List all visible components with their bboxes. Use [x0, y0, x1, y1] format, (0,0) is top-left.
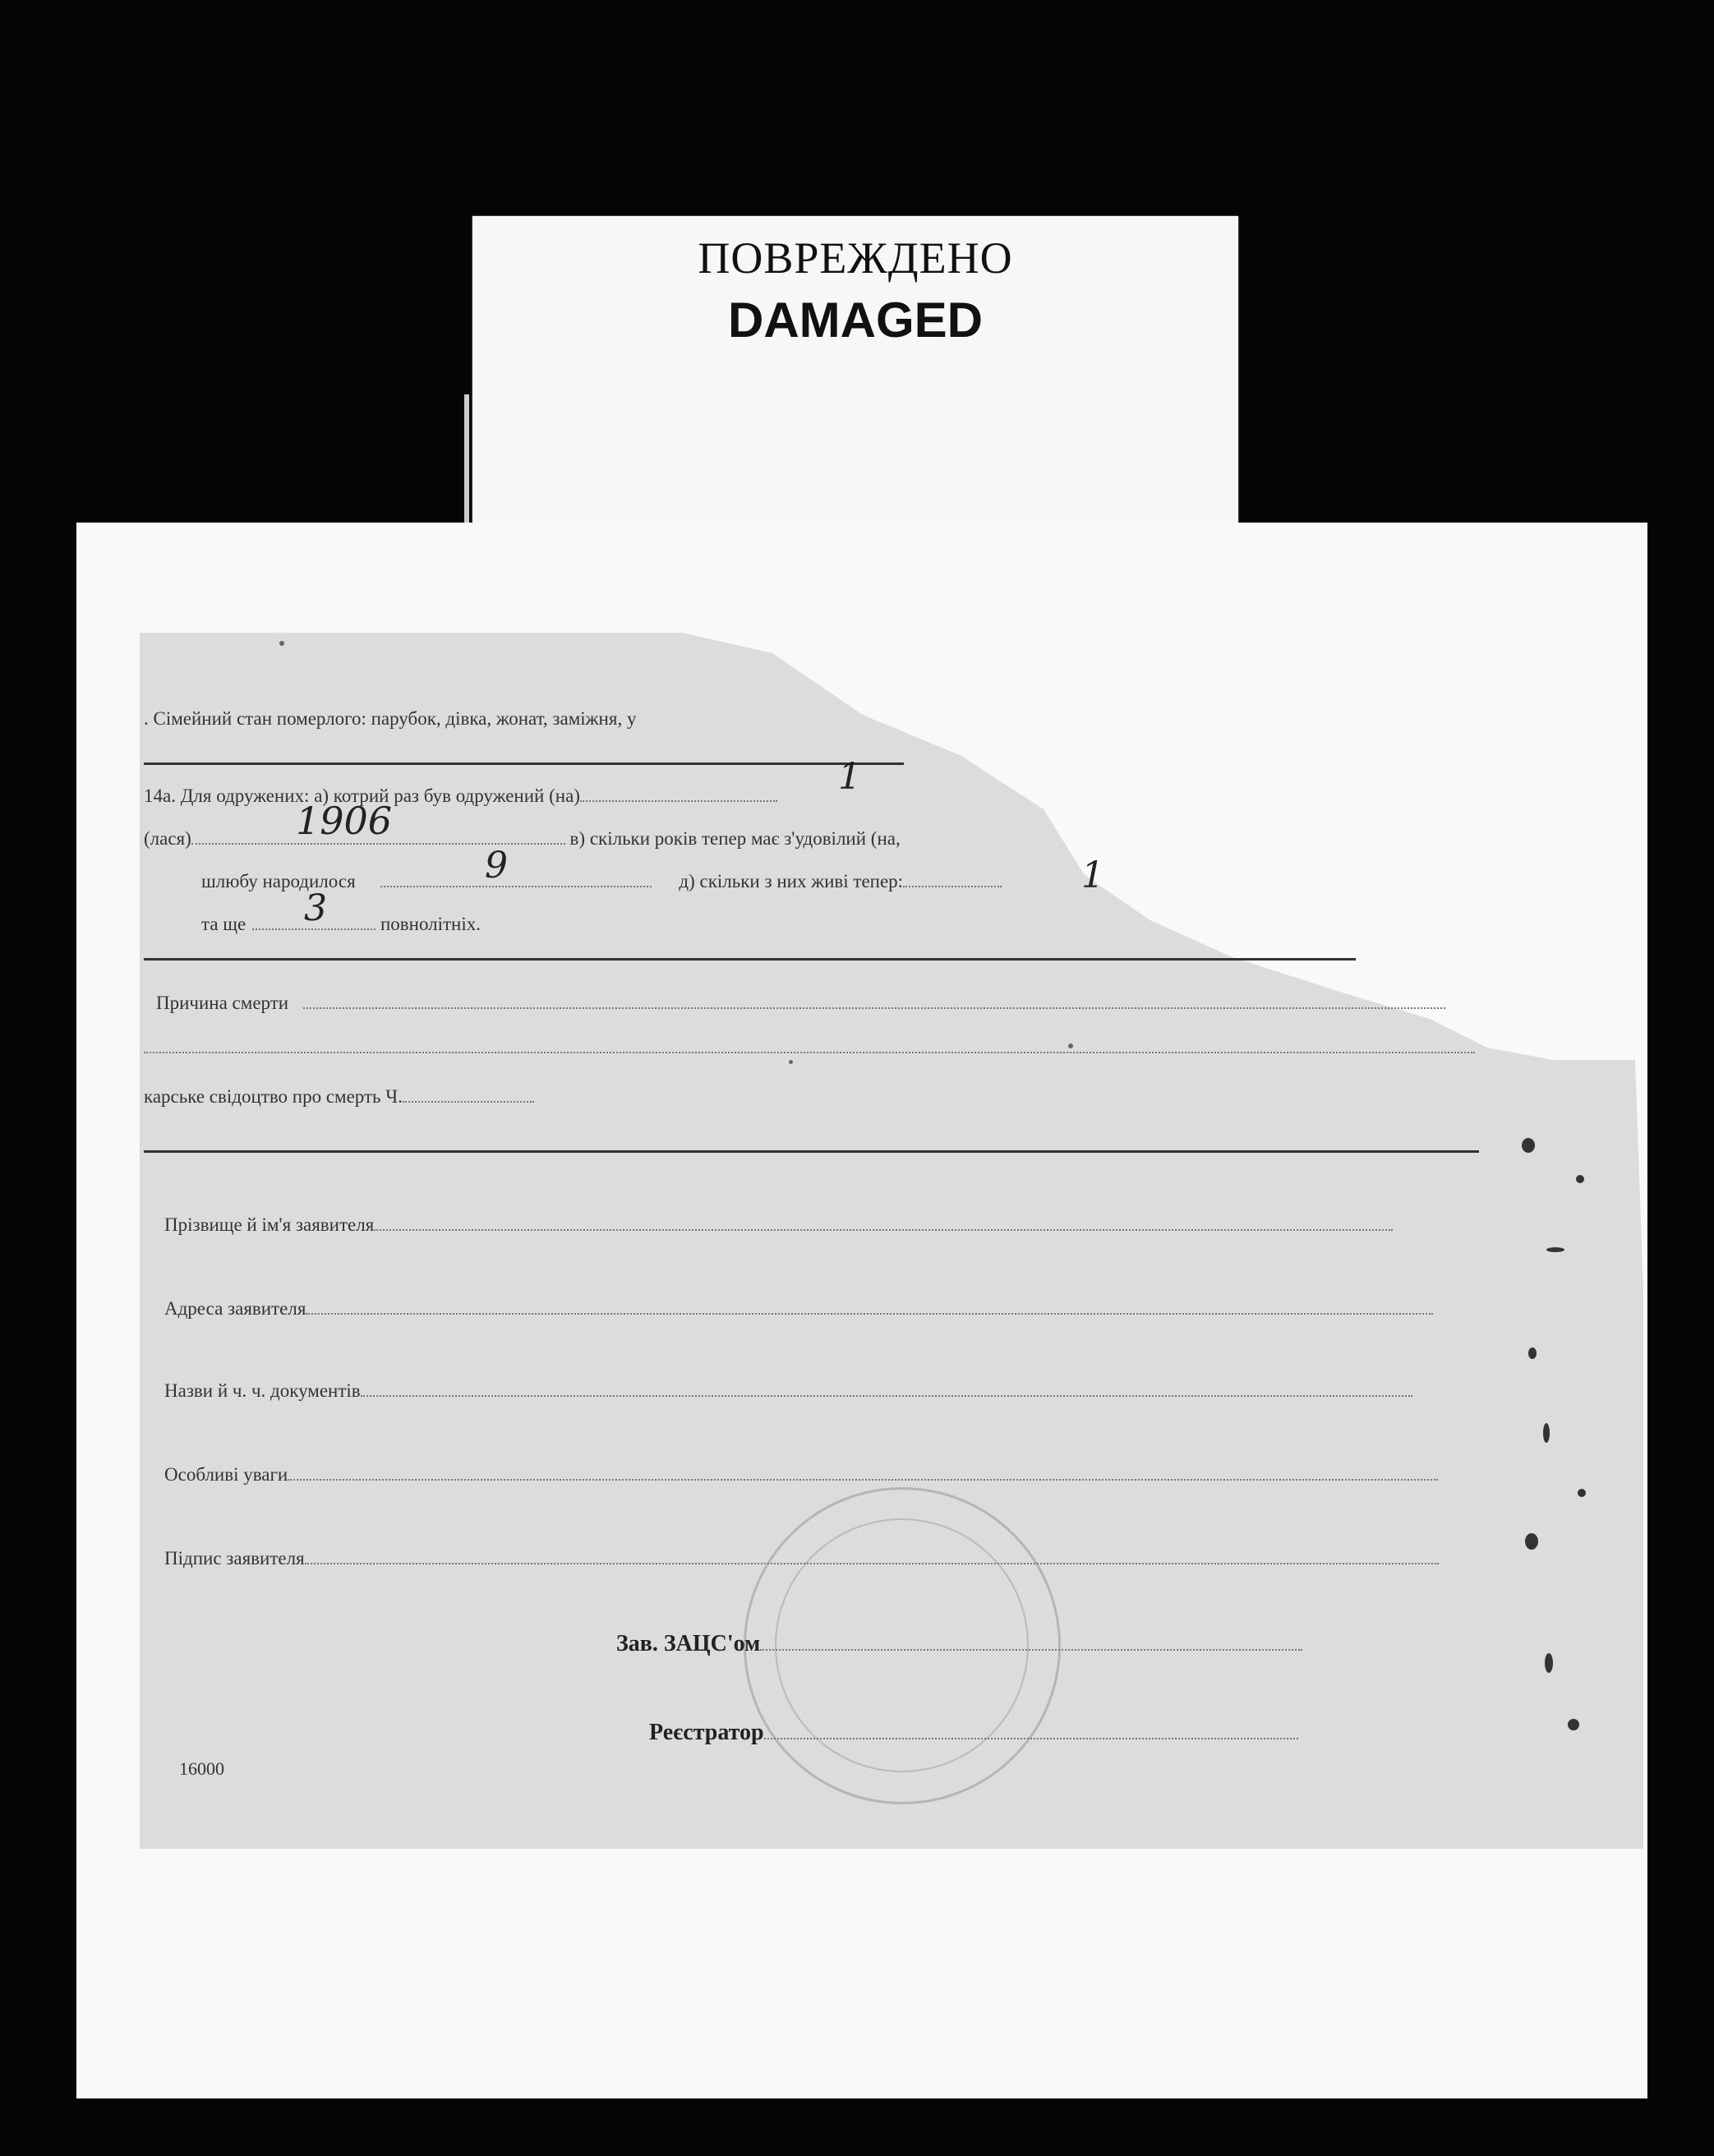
- q14c-label: шлюбу народилося: [201, 871, 356, 891]
- remarks-field: [288, 1464, 1438, 1481]
- cause-of-death-field-2: [144, 1037, 1475, 1053]
- binding-hole: [1543, 1423, 1550, 1443]
- signature-label: Підпис заявителя: [164, 1548, 305, 1569]
- binding-hole: [1522, 1138, 1535, 1153]
- q14d-label: д) скільки з них живі тепер:: [679, 871, 904, 891]
- registrar-signature-field: [764, 1723, 1298, 1739]
- documents-line: [164, 1380, 1412, 1402]
- q14c-dotted-field: [380, 871, 652, 887]
- binding-hole: [1525, 1533, 1538, 1550]
- q14b-suffix: в) скільки років тепер має з'удовілий (на,: [569, 828, 901, 849]
- remarks-label: Особливі уваги: [164, 1464, 288, 1485]
- label-damaged-en: DAMAGED: [728, 293, 983, 348]
- binding-hole: [1528, 1348, 1537, 1359]
- q14d-dotted-field: [903, 871, 1002, 887]
- q14a-dotted-field: [580, 785, 777, 802]
- q14a-label: 14а. Для одружених: а) котрий раз був одружений (на): [144, 785, 580, 806]
- q14b-line: [144, 828, 901, 850]
- label-damaged-ru: ПОВРЕЖДЕНО: [698, 233, 1013, 283]
- section-divider: [144, 1150, 1479, 1153]
- applicant-name-field: [374, 1214, 1393, 1231]
- print-run-number: 16000: [179, 1758, 224, 1779]
- applicant-name-line: [164, 1214, 1393, 1236]
- section-divider: [144, 958, 1356, 961]
- q14e-handwritten-answer: 3: [304, 887, 327, 929]
- applicant-address-line: [164, 1298, 1433, 1320]
- card-edge: [464, 394, 469, 526]
- registrar-label: Реєстратор: [649, 1720, 764, 1745]
- q14e-line: [201, 914, 481, 935]
- q14e-suffix: повнолітніх.: [380, 914, 481, 934]
- damaged-label-card: [472, 216, 1238, 527]
- q14b-handwritten-answer: 1906: [296, 799, 393, 843]
- binding-hole: [1546, 1247, 1564, 1252]
- cause-of-death-line: [156, 993, 1445, 1014]
- q14e-label: та ще: [201, 914, 247, 934]
- q14c-handwritten-answer: 9: [485, 845, 508, 887]
- q14b-label: (лася): [144, 828, 191, 849]
- cause-of-death-label: Причина смерти: [156, 993, 289, 1013]
- marital-status-text: . Сімейний стан померлого: парубок, дівка, жонат, заміжня, у: [144, 708, 637, 729]
- certificate-field: [403, 1086, 534, 1103]
- applicant-address-label: Адреса заявителя: [164, 1298, 306, 1319]
- head-label: Зав. ЗАЦС'ом: [616, 1631, 761, 1656]
- applicant-address-field: [306, 1298, 1433, 1315]
- q14a-handwritten-answer: 1: [838, 756, 861, 798]
- applicant-name-label: Прізвище й ім'я заявителя: [164, 1214, 375, 1235]
- binding-hole: [1568, 1719, 1579, 1730]
- remarks-line: [164, 1464, 1438, 1486]
- binding-hole: [1545, 1653, 1553, 1673]
- documents-label: Назви й ч. ч. документів: [164, 1380, 361, 1401]
- binding-hole: [1578, 1489, 1586, 1497]
- q14d-handwritten-answer: 1: [1081, 855, 1104, 896]
- cause-of-death-line-2: [144, 1037, 1475, 1058]
- speck: [789, 1060, 793, 1064]
- certificate-line: [144, 1086, 534, 1108]
- binding-hole: [1576, 1175, 1584, 1183]
- documents-field: [361, 1380, 1412, 1397]
- section-divider: [144, 762, 904, 765]
- speck: [279, 641, 284, 646]
- head-line: [616, 1631, 1302, 1657]
- registrar-line: [649, 1720, 1298, 1746]
- cause-of-death-field: [303, 993, 1445, 1009]
- marital-status-line: [144, 708, 636, 730]
- certificate-label: карське свідоцтво про смерть Ч.: [144, 1086, 403, 1107]
- q14a-line: [144, 785, 777, 807]
- head-signature-field: [760, 1634, 1302, 1651]
